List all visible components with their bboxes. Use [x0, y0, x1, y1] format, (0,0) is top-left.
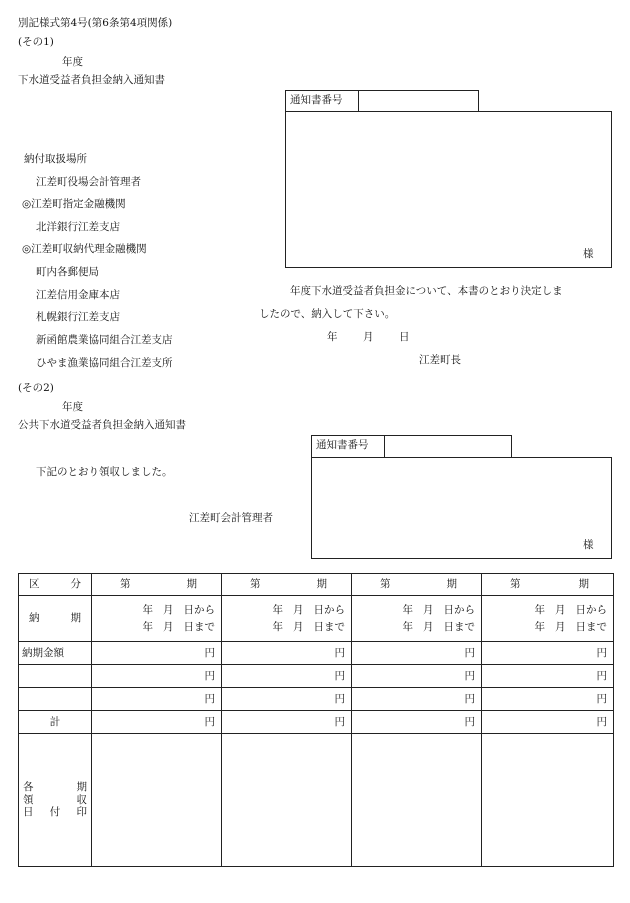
to-month: 月 [554, 620, 566, 633]
notice-date-day: 日 [399, 331, 410, 343]
kubun-header-cell [19, 574, 92, 596]
amount-cell[interactable] [92, 688, 222, 711]
payment-place: 町内各郵便局 [36, 266, 99, 278]
from-day: 日から [313, 603, 345, 616]
yen-unit: 円 [334, 715, 345, 728]
from-year: 年 [142, 603, 153, 616]
table-row [19, 642, 614, 665]
due-period-cell[interactable] [222, 596, 352, 642]
notice-message-line1: 年度下水道受益者負担金について、本書のとおり決定しま [290, 285, 563, 297]
payment-places-title: 納付取扱場所 [24, 153, 87, 165]
period-header-char: 第 [250, 578, 261, 591]
to-month: 月 [162, 620, 174, 633]
yen-unit: 円 [464, 715, 475, 728]
period-header-cell [482, 574, 614, 596]
period-header-cell [222, 574, 352, 596]
stamp-label-char: 日 [23, 806, 34, 819]
total-label-cell: 計 [19, 711, 92, 734]
yen-unit: 円 [464, 669, 475, 682]
period-header-char: 期 [316, 578, 327, 591]
part2-fiscal-year: 年度 [62, 401, 83, 413]
amount-cell[interactable] [92, 665, 222, 688]
table-row [19, 596, 614, 642]
payment-place: ◎江差町指定金融機関 [22, 198, 126, 210]
yen-unit: 円 [334, 669, 345, 682]
kubun-char: 分 [70, 578, 81, 591]
blank-label-cell [19, 665, 92, 688]
notice-message-line2: したので、納入して下さい。 [259, 308, 396, 320]
payment-schedule-table [18, 573, 614, 867]
payment-place: ひやま漁業協同組合江差支所 [36, 357, 173, 369]
part1-sama: 様 [583, 248, 594, 260]
stamp-label-char: 印 [76, 806, 87, 819]
part1-notice-number-field[interactable] [358, 90, 479, 112]
table-row [19, 711, 614, 734]
yen-unit: 円 [204, 692, 215, 705]
amount-cell[interactable] [352, 688, 482, 711]
nouki-label-cell [19, 596, 92, 642]
stamp-label-char: 期 [76, 781, 87, 794]
yen-unit: 円 [334, 646, 345, 659]
table-row [19, 574, 614, 596]
amount-cell[interactable] [482, 688, 614, 711]
from-month: 月 [292, 603, 304, 616]
to-day: 日まで [313, 620, 345, 633]
period-header-char: 期 [446, 578, 457, 591]
payment-place: 新函館農業協同組合江差支店 [36, 334, 173, 346]
period-header-char: 第 [510, 578, 521, 591]
yen-unit: 円 [596, 692, 607, 705]
stamp-label-char: 各 [23, 781, 34, 794]
part2-notice-number-field[interactable] [384, 435, 512, 458]
period-header-char: 第 [380, 578, 391, 591]
part1-addressee-box[interactable] [285, 111, 612, 268]
from-day: 日から [183, 603, 215, 616]
receipt-stamp-cell[interactable] [92, 734, 222, 867]
payment-place: 札幌銀行江差支店 [36, 311, 120, 323]
to-day: 日まで [575, 620, 607, 633]
total-amount-cell[interactable] [352, 711, 482, 734]
yen-unit: 円 [596, 646, 607, 659]
notice-date-year: 年 [327, 331, 338, 343]
amount-cell[interactable] [482, 642, 614, 665]
yen-unit: 円 [596, 669, 607, 682]
amount-cell[interactable] [352, 665, 482, 688]
to-year: 年 [402, 620, 413, 633]
yen-unit: 円 [464, 692, 475, 705]
receiver-name: 江差町会計管理者 [189, 512, 273, 524]
part2-sama: 様 [583, 539, 594, 551]
nouki-char: 期 [70, 612, 81, 625]
stamp-label-char: 収 [76, 793, 87, 806]
yen-unit: 円 [204, 669, 215, 682]
part1-label: (その1) [18, 36, 54, 48]
to-day: 日まで [183, 620, 215, 633]
receipt-stamp-label-cell [19, 734, 92, 867]
kubun-char: 区 [29, 578, 40, 591]
from-month: 月 [422, 603, 434, 616]
payment-place: 北洋銀行江差支店 [36, 221, 120, 233]
notice-date-month: 月 [363, 331, 374, 343]
part1-notice-number-label: 通知書番号 [285, 90, 359, 112]
from-month: 月 [554, 603, 566, 616]
payment-place: ◎江差町収納代理金融機関 [22, 243, 147, 255]
due-period-cell[interactable] [92, 596, 222, 642]
table-row [19, 688, 614, 711]
table-row [19, 665, 614, 688]
blank-label-cell [19, 688, 92, 711]
due-period-cell[interactable] [352, 596, 482, 642]
from-day: 日から [443, 603, 475, 616]
to-month: 月 [422, 620, 434, 633]
period-header-char: 期 [186, 578, 197, 591]
part2-label: (その2) [18, 382, 54, 394]
part1-title: 下水道受益者負担金納入通知書 [18, 74, 165, 86]
total-amount-cell[interactable] [92, 711, 222, 734]
payment-place: 江差信用金庫本店 [36, 289, 120, 301]
period-header-cell [352, 574, 482, 596]
from-year: 年 [272, 603, 283, 616]
amount-label-cell: 納期金額 [19, 642, 92, 665]
yen-unit: 円 [464, 646, 475, 659]
form-number: 別記様式第4号(第6条第4項関係) [18, 17, 173, 29]
period-header-cell [92, 574, 222, 596]
due-period-cell[interactable] [482, 596, 614, 642]
to-year: 年 [142, 620, 153, 633]
payment-place: 江差町役場会計管理者 [36, 176, 141, 188]
from-year: 年 [534, 603, 545, 616]
amount-cell[interactable] [92, 642, 222, 665]
amount-cell[interactable] [352, 642, 482, 665]
to-month: 月 [292, 620, 304, 633]
to-year: 年 [534, 620, 545, 633]
amount-cell[interactable] [482, 665, 614, 688]
nouki-char: 納 [29, 612, 40, 625]
from-day: 日から [575, 603, 607, 616]
part1-fiscal-year: 年度 [62, 56, 83, 68]
to-day: 日まで [443, 620, 475, 633]
period-header-char: 期 [578, 578, 589, 591]
stamp-label-char: 領 [23, 793, 34, 806]
amount-cell[interactable] [222, 688, 352, 711]
total-amount-cell[interactable] [222, 711, 352, 734]
from-year: 年 [402, 603, 413, 616]
receipt-text: 下記のとおり領収しました。 [36, 466, 173, 478]
total-amount-cell[interactable] [482, 711, 614, 734]
period-header-char: 第 [120, 578, 131, 591]
stamp-label-char: 付 [49, 806, 61, 819]
amount-cell[interactable] [222, 665, 352, 688]
to-year: 年 [272, 620, 283, 633]
yen-unit: 円 [596, 715, 607, 728]
yen-unit: 円 [204, 715, 215, 728]
part2-addressee-box[interactable] [311, 457, 612, 559]
yen-unit: 円 [334, 692, 345, 705]
from-month: 月 [162, 603, 174, 616]
table-row [19, 734, 614, 867]
receipt-stamp-cell[interactable] [222, 734, 352, 867]
yen-unit: 円 [204, 646, 215, 659]
part2-title: 公共下水道受益者負担金納入通知書 [18, 419, 186, 431]
amount-cell[interactable] [222, 642, 352, 665]
part2-notice-number-label: 通知書番号 [311, 435, 385, 458]
receipt-stamp-cell[interactable] [482, 734, 614, 867]
issuer-name: 江差町長 [419, 354, 461, 366]
receipt-stamp-cell[interactable] [352, 734, 482, 867]
